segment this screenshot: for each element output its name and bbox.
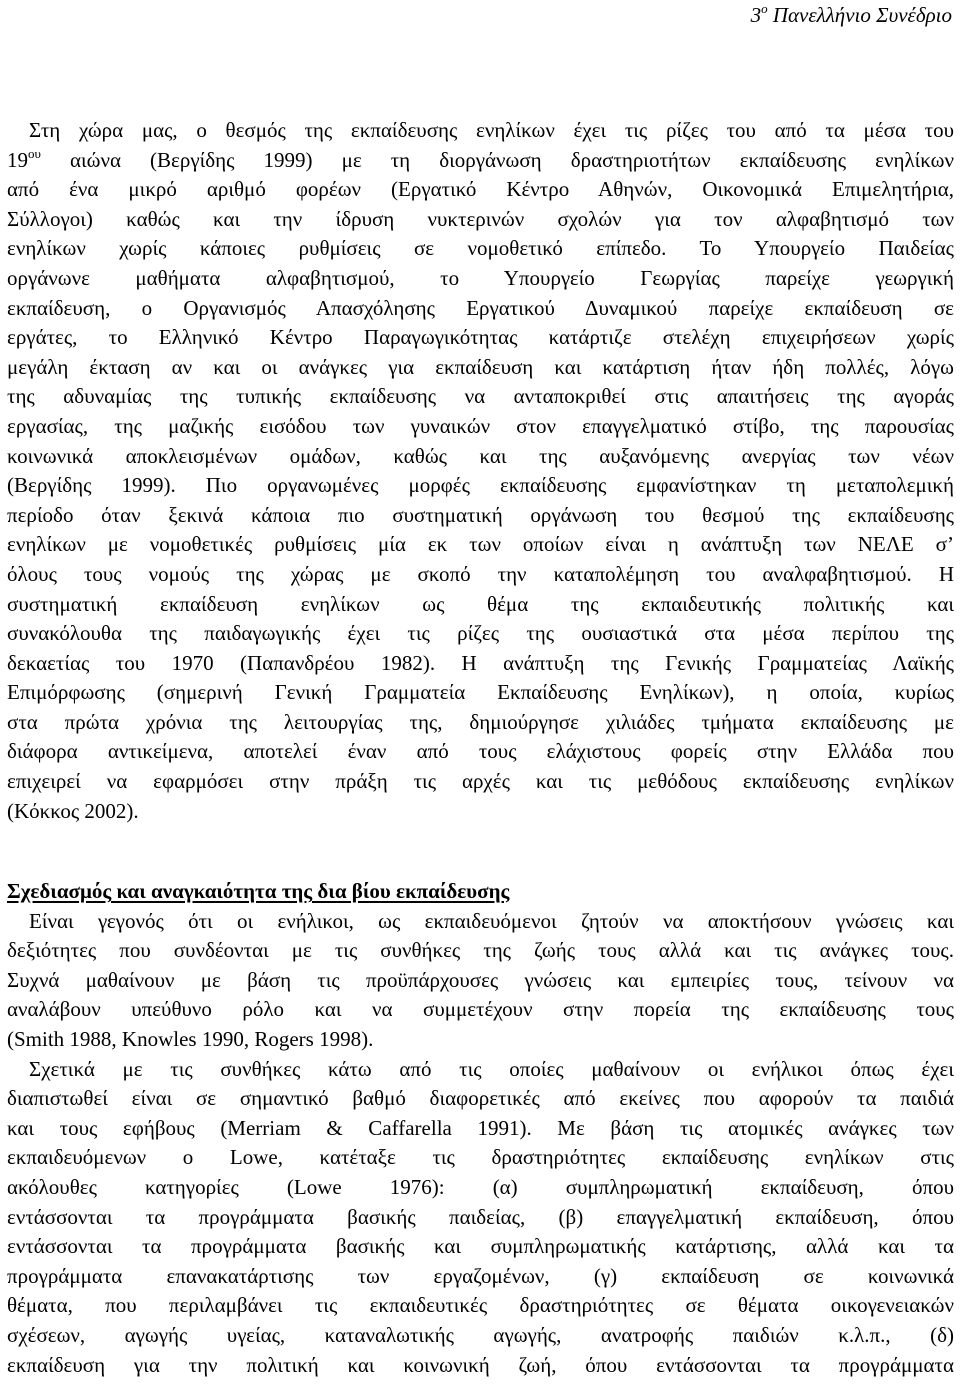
text-line: εκπαίδευση, ο Οργανισμός Απασχόλησης Εργατικού Δυναμικού παρείχε εκπαίδευση σε <box>7 295 954 320</box>
section-lifelong-learning <box>7 877 954 1380</box>
text-line: διαπιστωθεί είναι σε σημαντικό βαθμό διαφορετικές από εκείνες που αφορούν τα παιδιά <box>7 1086 954 1111</box>
header-number: 3 <box>750 3 762 27</box>
running-header <box>751 3 952 27</box>
text-line: ενηλίκων με νομοθετικές ρυθμίσεις μία εκ των οποίων είναι η ανάπτυξη των ΝΕΛΕ σ’ <box>7 532 954 557</box>
text-fragment: αιώνα (Βεργίδης 1999) με τη διοργάνωση δραστηριοτήτων εκπαίδευσης ενηλίκων <box>40 147 954 172</box>
text-line: (Βεργίδης 1999). Πιο οργανωμένες μορφές εκπαίδευσης εμφανίστηκαν τη μεταπολεμική <box>7 473 954 498</box>
text-line: προγράμματα επανακατάρτισης των εργαζομένων, (γ) εκπαίδευση σε κοινωνικά <box>7 1263 954 1288</box>
century-number: 19 <box>7 147 28 172</box>
text-line: της αδυναμίας της τυπικής εκπαίδευσης να ανταποκριθεί στις απαιτήσεις της αγοράς <box>7 384 954 409</box>
century-superscript: ου <box>28 145 41 161</box>
text-line: εκπαίδευση για την πολιτική και κοινωνική ζωή, όπου εντάσσονται τα προγράμματα <box>7 1352 954 1377</box>
text-line: στα πρώτα χρόνια της λειτουργίας της, δημιούργησε χιλιάδες τμήματα εκπαίδευσης με <box>7 709 954 734</box>
text-line: Στη χώρα μας, ο θεσμός της εκπαίδευσης ενηλίκων έχει τις ρίζες του από τα μέσα του <box>29 118 954 142</box>
header-superscript: ο <box>761 1 768 16</box>
text-line: συστηματική εκπαίδευση ενηλίκων ως θέμα της εκπαιδευτικής πολιτικής και <box>7 591 954 616</box>
text-line: Σχετικά με τις συνθήκες κάτω από τις οποίες μαθαίνουν οι ενήλικοι όπως έχει <box>29 1056 954 1081</box>
text-line: Είναι γεγονός ότι οι ενήλικοι, ως εκπαιδευόμενοι ζητούν να αποκτήσουν γνώσεις και <box>29 908 954 933</box>
text-line: περίοδο όταν ξεκινά κάποια πιο συστηματική οργάνωση του θεσμού της εκπαίδευσης <box>7 502 954 527</box>
text-line: εντάσσονται τα προγράμματα βασικής παιδείας, (β) επαγγελματική εκπαίδευση, όπου <box>7 1204 954 1229</box>
text-line: Σύλλογοι) καθώς και την ίδρυση νυκτερινών σχολών για τον αλφαβητισμό των <box>7 206 954 231</box>
text-line: (Κόκκος 2002). <box>7 798 139 823</box>
text-line: μεγάλη έκταση αν και οι ανάγκες για εκπαίδευση και κατάρτιση ήταν ήδη πολλές, λόγω <box>7 354 954 379</box>
text-line: αναλάβουν υπεύθυνο ρόλο και να συμμετέχουν στην πορεία της εκπαίδευσης τους <box>7 997 954 1022</box>
text-line <box>7 146 954 176</box>
text-line: Επιμόρφωσης (σημερινή Γενική Γραμματεία Εκπαίδευσης Ενηλίκων), η οποία, κυρίως <box>7 680 954 705</box>
text-line: οργάνωνε μαθήματα αλφαβητισμού, το Υπουργείο Γεωργίας παρείχε γεωργική <box>7 265 954 290</box>
text-line: Συχνά μαθαίνουν με βάση τις προϋπάρχουσες γνώσεις και εμπειρίες τους, τείνουν να <box>7 967 954 992</box>
text-line: εντάσσονται τα προγράμματα βασικής και συμπληρωματικής κατάρτισης, αλλά και τα <box>7 1234 954 1259</box>
text-line: εργασίας, της μαζικής εισόδου των γυναικών στον επαγγελματικό στίβο, της παρουσίας <box>7 413 954 438</box>
text-line: (Smith 1988, Knowles 1990, Rogers 1998). <box>7 1026 374 1051</box>
text-line: και τους εφήβους (Merriam & Caffarella 1991). Με βάση τις ατομικές ανάγκες των <box>7 1115 954 1140</box>
text-line: από ένα μικρό αριθμό φορέων (Εργατικό Κέντρο Αθηνών, Οικονομικά Επιμελητήρια, <box>7 177 954 202</box>
text-line: συνακόλουθα της παιδαγωγικής έχει τις ρίζες της ουσιαστικά στα μέσα περίπου της <box>7 621 954 646</box>
text-line: δεξιότητες που συνδέονται με τις συνθήκες της ζωής τους αλλά και τις ανάγκες τους. <box>7 938 954 963</box>
text-line: εργάτες, το Ελληνικό Κέντρο Παραγωγικότητας κατάρτιζε στελέχη επιχειρήσεων χωρίς <box>7 325 954 350</box>
header-title: Πανελλήνιο Συνέδριο <box>767 3 952 27</box>
text-line: δεκαετίας του 1970 (Παπανδρέου 1982). Η ανάπτυξη της Γενικής Γραμματείας Λαϊκής <box>7 650 954 675</box>
text-line: διάφορα αντικείμενα, αποτελεί έναν από τους ελάχιστους φορείς στην Ελλάδα που <box>7 739 954 764</box>
text-line: όλους τους νομούς της χώρας με σκοπό την καταπολέμηση του αναλφαβητισμού. Η <box>7 561 954 586</box>
text-line: εκπαιδευόμενων ο Lowe, κατέταξε τις δραστηριότητες εκπαίδευσης ενηλίκων στις <box>7 1145 954 1170</box>
text-line: κοινωνικά αποκλεισμένων ομάδων, καθώς και της αυξανόμενης ανεργίας των νέων <box>7 443 954 468</box>
text-line: θέματα, που περιλαμβάνει τις εκπαιδευτικές δραστηριότητες σε θέματα οικογενειακών <box>7 1293 954 1318</box>
text-line: ακόλουθες κατηγορίες (Lowe 1976): (α) συμπληρωματική εκπαίδευση, όπου <box>7 1174 954 1199</box>
text-line: ενηλίκων χωρίς κάποιες ρυθμίσεις σε νομοθετικό επίπεδο. Το Υπουργείο Παιδείας <box>7 236 954 261</box>
text-line: επιχειρεί να εφαρμόσει στην πράξη τις αρχές και τις μεθόδους εκπαίδευσης ενηλίκων <box>7 769 954 794</box>
section-heading: Σχεδιασμός και αναγκαιότητα της δια βίου εκπαίδευσης <box>7 879 510 903</box>
text-line: σχέσεων, αγωγής υγείας, καταναλωτικής αγωγής, ανατροφής παιδιών κ.λ.π., (δ) <box>7 1322 954 1347</box>
paragraph-history <box>7 116 954 826</box>
